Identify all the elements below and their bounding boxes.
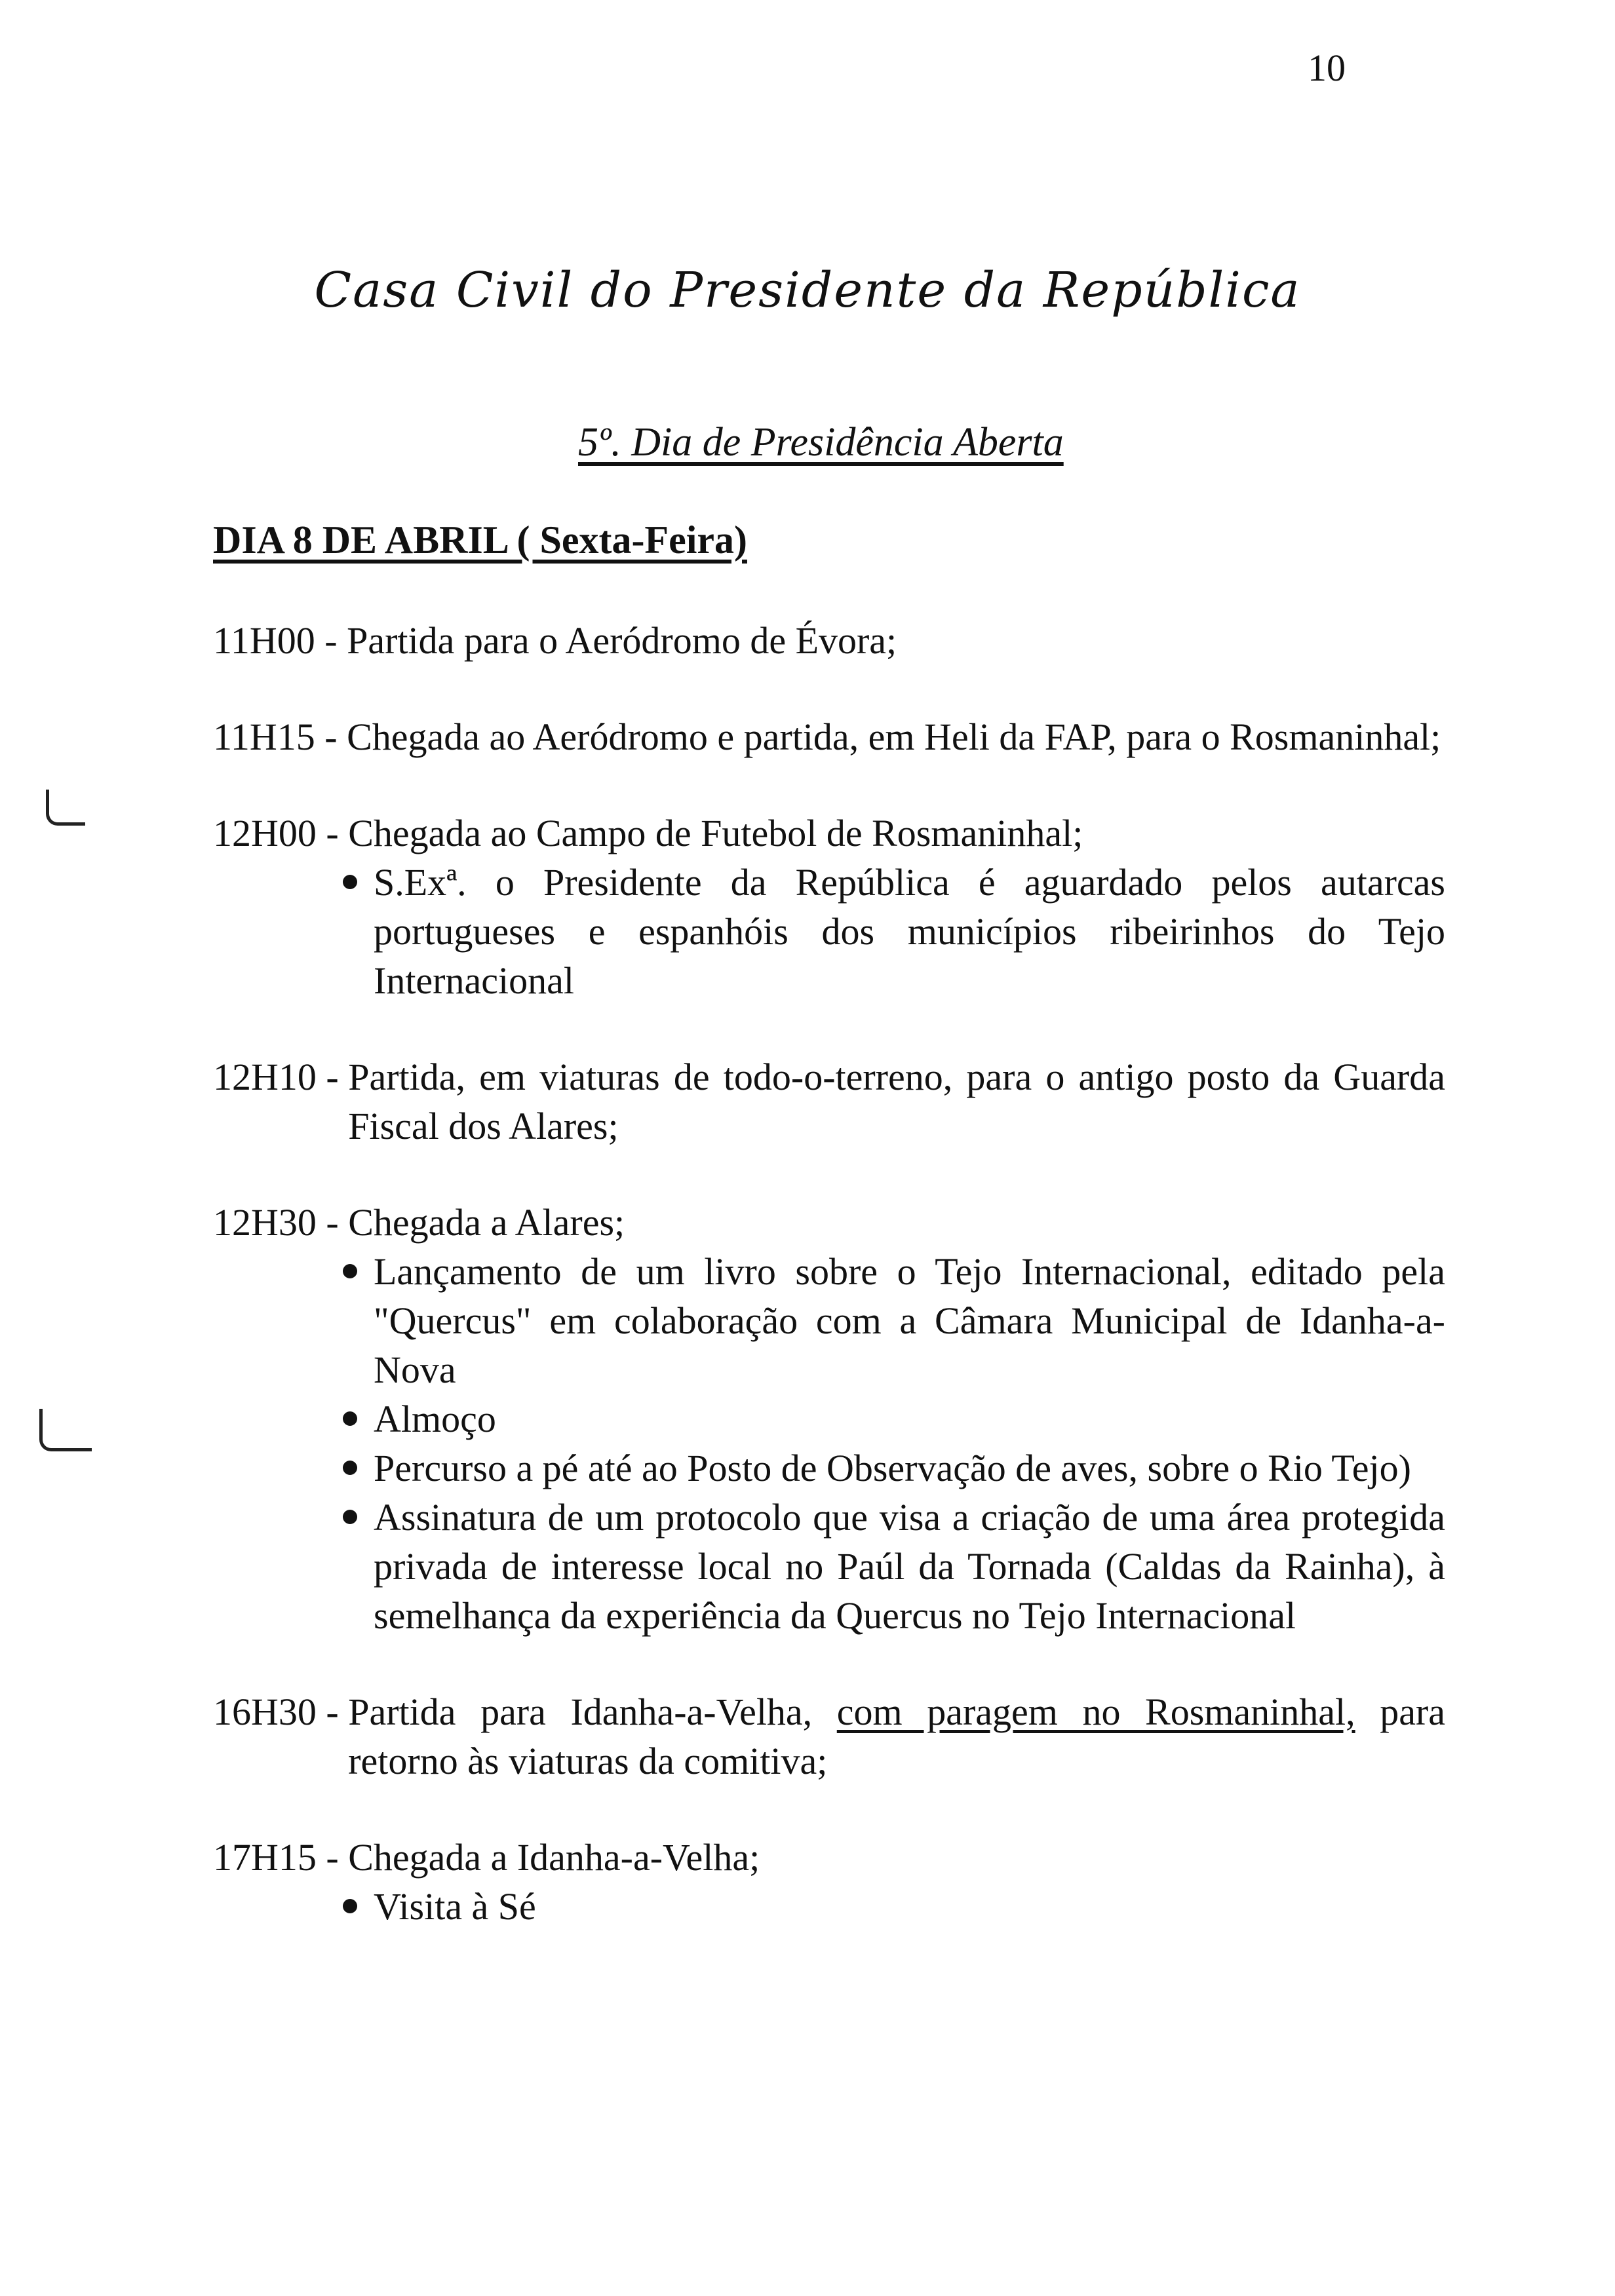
entry-text: Chegada ao Campo de Futebol de Rosmaninhal;	[348, 812, 1083, 854]
entry-time: 11H15 -	[213, 716, 347, 758]
entry-time: 11H00 -	[213, 619, 347, 662]
bullet-text: Lançamento de um livro sobre o Tejo Internacional, editado pela "Quercus" em colaboração com a Câmara Municipal de Idanha-a-Nova	[374, 1250, 1445, 1391]
entry-text: Partida para Idanha-a-Velha,	[348, 1691, 837, 1733]
entry-content	[348, 809, 1445, 858]
bullet-text: Almoço	[374, 1398, 496, 1440]
entry-time: 12H00 -	[213, 812, 349, 854]
entry-text-underlined: com paragem no Rosmaninhal,	[836, 1691, 1355, 1733]
entry-time: 16H30 -	[213, 1691, 349, 1733]
list-item	[338, 1247, 1445, 1394]
bullet-text: Visita à Sé	[374, 1885, 536, 1928]
entry-time: 17H15 -	[213, 1836, 349, 1879]
scan-mark	[39, 1409, 92, 1451]
letterhead: Casa Civil do Presidente da República	[314, 262, 1301, 318]
scan-mark	[46, 790, 85, 826]
bullet-icon	[343, 1461, 357, 1475]
bullet-list	[213, 858, 1445, 1005]
bullet-text: S.Exª. o Presidente da República é aguardado pelos autarcas portugueses e espanhóis dos municípios ribeirinhos do Tejo Internacional	[374, 861, 1445, 1002]
schedule-entry-1630	[213, 1687, 1445, 1786]
schedule-entry-1100	[213, 616, 1445, 665]
entry-content	[348, 1687, 1445, 1786]
entry-text: Chegada a Idanha-a-Velha;	[348, 1836, 760, 1879]
schedule	[213, 616, 1445, 1931]
bullet-text: Percurso a pé até ao Posto de Observação de aves, sobre o Rio Tejo)	[374, 1447, 1411, 1489]
bullet-icon	[343, 1899, 357, 1913]
bullet-icon	[343, 1510, 357, 1524]
list-item	[338, 1882, 1445, 1931]
entry-text: Chegada ao Aeródromo e partida, em Heli da FAP, para o Rosmaninhal;	[347, 716, 1441, 758]
bullet-icon	[343, 1264, 357, 1278]
entry-text: Partida, em viaturas de todo-o-terreno, para o antigo posto da Guarda Fiscal dos Alares;	[348, 1056, 1445, 1147]
schedule-entry-1115	[213, 712, 1445, 761]
schedule-entry-1715	[213, 1833, 1445, 1882]
list-item	[338, 858, 1445, 1005]
schedule-entry-1230	[213, 1198, 1445, 1247]
schedule-entry-1200	[213, 809, 1445, 858]
entry-text: Chegada a Alares;	[348, 1201, 625, 1244]
list-item	[338, 1493, 1445, 1640]
bullet-icon	[343, 875, 357, 889]
bullet-icon	[343, 1411, 357, 1426]
schedule-entry-1210	[213, 1052, 1445, 1151]
entry-time: 12H10 -	[213, 1056, 349, 1098]
page-subtitle: 5º. Dia de Presidência Aberta	[578, 420, 1064, 465]
entry-text: para retorno às viaturas da comitiva;	[348, 1691, 1445, 1782]
bullet-text: Assinatura de um protocolo que visa a criação de uma área protegida privada de interesse local no Paúl da Tornada (Caldas da Rainha), à semelhança da experiência da Quercus no Tejo Internacional	[374, 1496, 1445, 1637]
list-item	[338, 1394, 1445, 1444]
day-heading: DIA 8 DE ABRIL ( Sexta-Feira)	[213, 518, 747, 562]
list-item	[338, 1444, 1445, 1493]
entry-time: 12H30 -	[213, 1201, 349, 1244]
entry-text: Partida para o Aeródromo de Évora;	[347, 619, 897, 662]
bullet-list	[213, 1882, 1445, 1931]
page-number: 10	[1308, 47, 1346, 89]
bullet-list	[213, 1247, 1445, 1640]
